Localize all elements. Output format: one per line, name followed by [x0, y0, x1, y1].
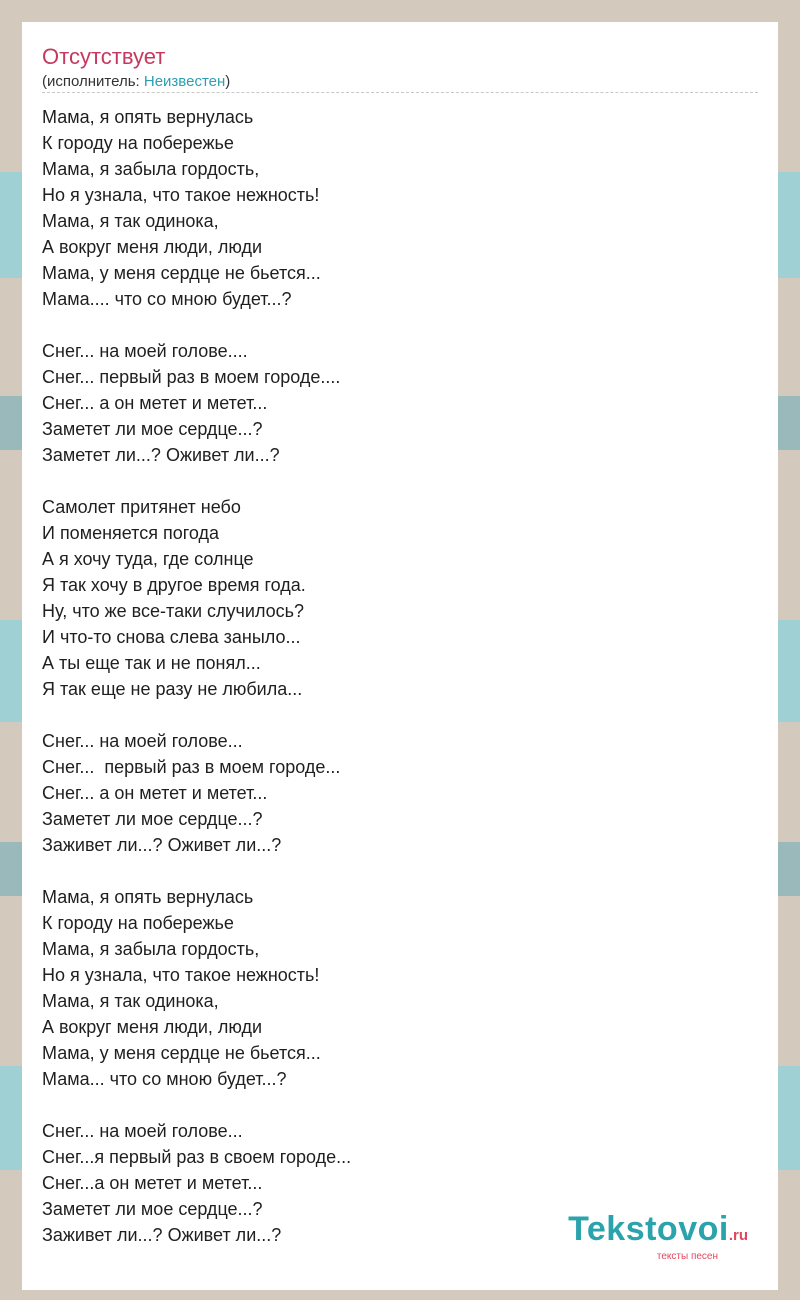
lyrics-line: Заметет ли...? Оживет ли...? — [42, 445, 280, 465]
lyrics-line: Мама, я так одинока, — [42, 211, 219, 231]
lyrics-line: Мама, у меня сердце не бьется... — [42, 1043, 321, 1063]
performer-suffix: ) — [225, 73, 231, 90]
lyrics-line: Мама.... что со мною будет...? — [42, 289, 292, 309]
lyrics-line: Но я узнала, что такое нежность! — [42, 965, 320, 985]
lyrics-line: Но я узнала, что такое нежность! — [42, 185, 320, 205]
lyrics-line: Снег... на моей голове... — [42, 1121, 243, 1141]
lyrics-line: К городу на побережье — [42, 133, 234, 153]
lyrics-line: Мама, у меня сердце не бьется... — [42, 263, 321, 283]
logo-tagline: тексты песен — [656, 1251, 718, 1262]
performer-line — [42, 72, 230, 92]
lyrics-line: А вокруг меня люди, люди — [42, 1017, 263, 1037]
lyrics-blank-line — [42, 858, 742, 884]
lyrics-line: К городу на побережье — [42, 913, 234, 933]
logo-wordmark — [568, 1212, 748, 1253]
lyrics-card — [22, 22, 778, 1290]
lyrics-line: Заживет ли...? Оживет ли...? — [42, 1225, 282, 1245]
lyrics-line: Самолет притянет небо — [42, 497, 241, 517]
lyrics-line: И поменяется погода — [42, 523, 220, 543]
performer-prefix: (исполнитель: — [42, 73, 144, 90]
lyrics-line: Мама, я забыла гордость, — [42, 939, 260, 959]
song-title: Отсутствует — [42, 44, 166, 69]
lyrics-line: Снег... первый раз в моем городе.... — [42, 367, 341, 387]
lyrics-line: Мама, я так одинока, — [42, 991, 219, 1011]
site-logo[interactable] — [568, 1212, 748, 1262]
lyrics-line: А я хочу туда, где солнце — [42, 549, 254, 569]
lyrics-line: Снег... на моей голове... — [42, 731, 243, 751]
lyrics-line: Я так хочу в другое время года. — [42, 575, 306, 595]
lyrics-blank-line — [42, 1092, 742, 1118]
lyrics-line: И что-то снова слева заныло... — [42, 627, 301, 647]
lyrics-line: Мама, я опять вернулась — [42, 107, 254, 127]
lyrics-line: Заметет ли мое сердце...? — [42, 419, 263, 439]
lyrics-text — [42, 104, 742, 1248]
lyrics-line: Снег...а он метет и метет... — [42, 1173, 263, 1193]
lyrics-blank-line — [42, 702, 742, 728]
lyrics-blank-line — [42, 468, 742, 494]
logo-tld: .ru — [728, 1227, 748, 1244]
lyrics-line: Снег... а он метет и метет... — [42, 393, 268, 413]
lyrics-line: Снег... а он метет и метет... — [42, 783, 268, 803]
artist-link[interactable]: Неизвестен — [143, 73, 226, 90]
lyrics-line: Заживет ли...? Оживет ли...? — [42, 835, 282, 855]
lyrics-line: Снег... первый раз в моем городе... — [42, 757, 341, 777]
lyrics-line: Мама, я опять вернулась — [42, 887, 254, 907]
lyrics-line: Я так еще не разу не любила... — [42, 679, 303, 699]
lyrics-blank-line — [42, 312, 742, 338]
lyrics-line: Ну, что же все-таки случилось? — [42, 601, 305, 621]
lyrics-line: А вокруг меня люди, люди — [42, 237, 263, 257]
lyrics-line: Снег... на моей голове.... — [42, 341, 248, 361]
lyrics-line: Мама, я забыла гордость, — [42, 159, 260, 179]
lyrics-line: Заметет ли мое сердце...? — [42, 809, 263, 829]
lyrics-line: Заметет ли мое сердце...? — [42, 1199, 263, 1219]
divider — [42, 92, 758, 93]
logo-name: Tekstovoi — [568, 1210, 729, 1248]
lyrics-line: Снег...я первый раз в своем городе... — [42, 1147, 352, 1167]
lyrics-line: А ты еще так и не понял... — [42, 653, 261, 673]
lyrics-line: Мама... что со мною будет...? — [42, 1069, 287, 1089]
